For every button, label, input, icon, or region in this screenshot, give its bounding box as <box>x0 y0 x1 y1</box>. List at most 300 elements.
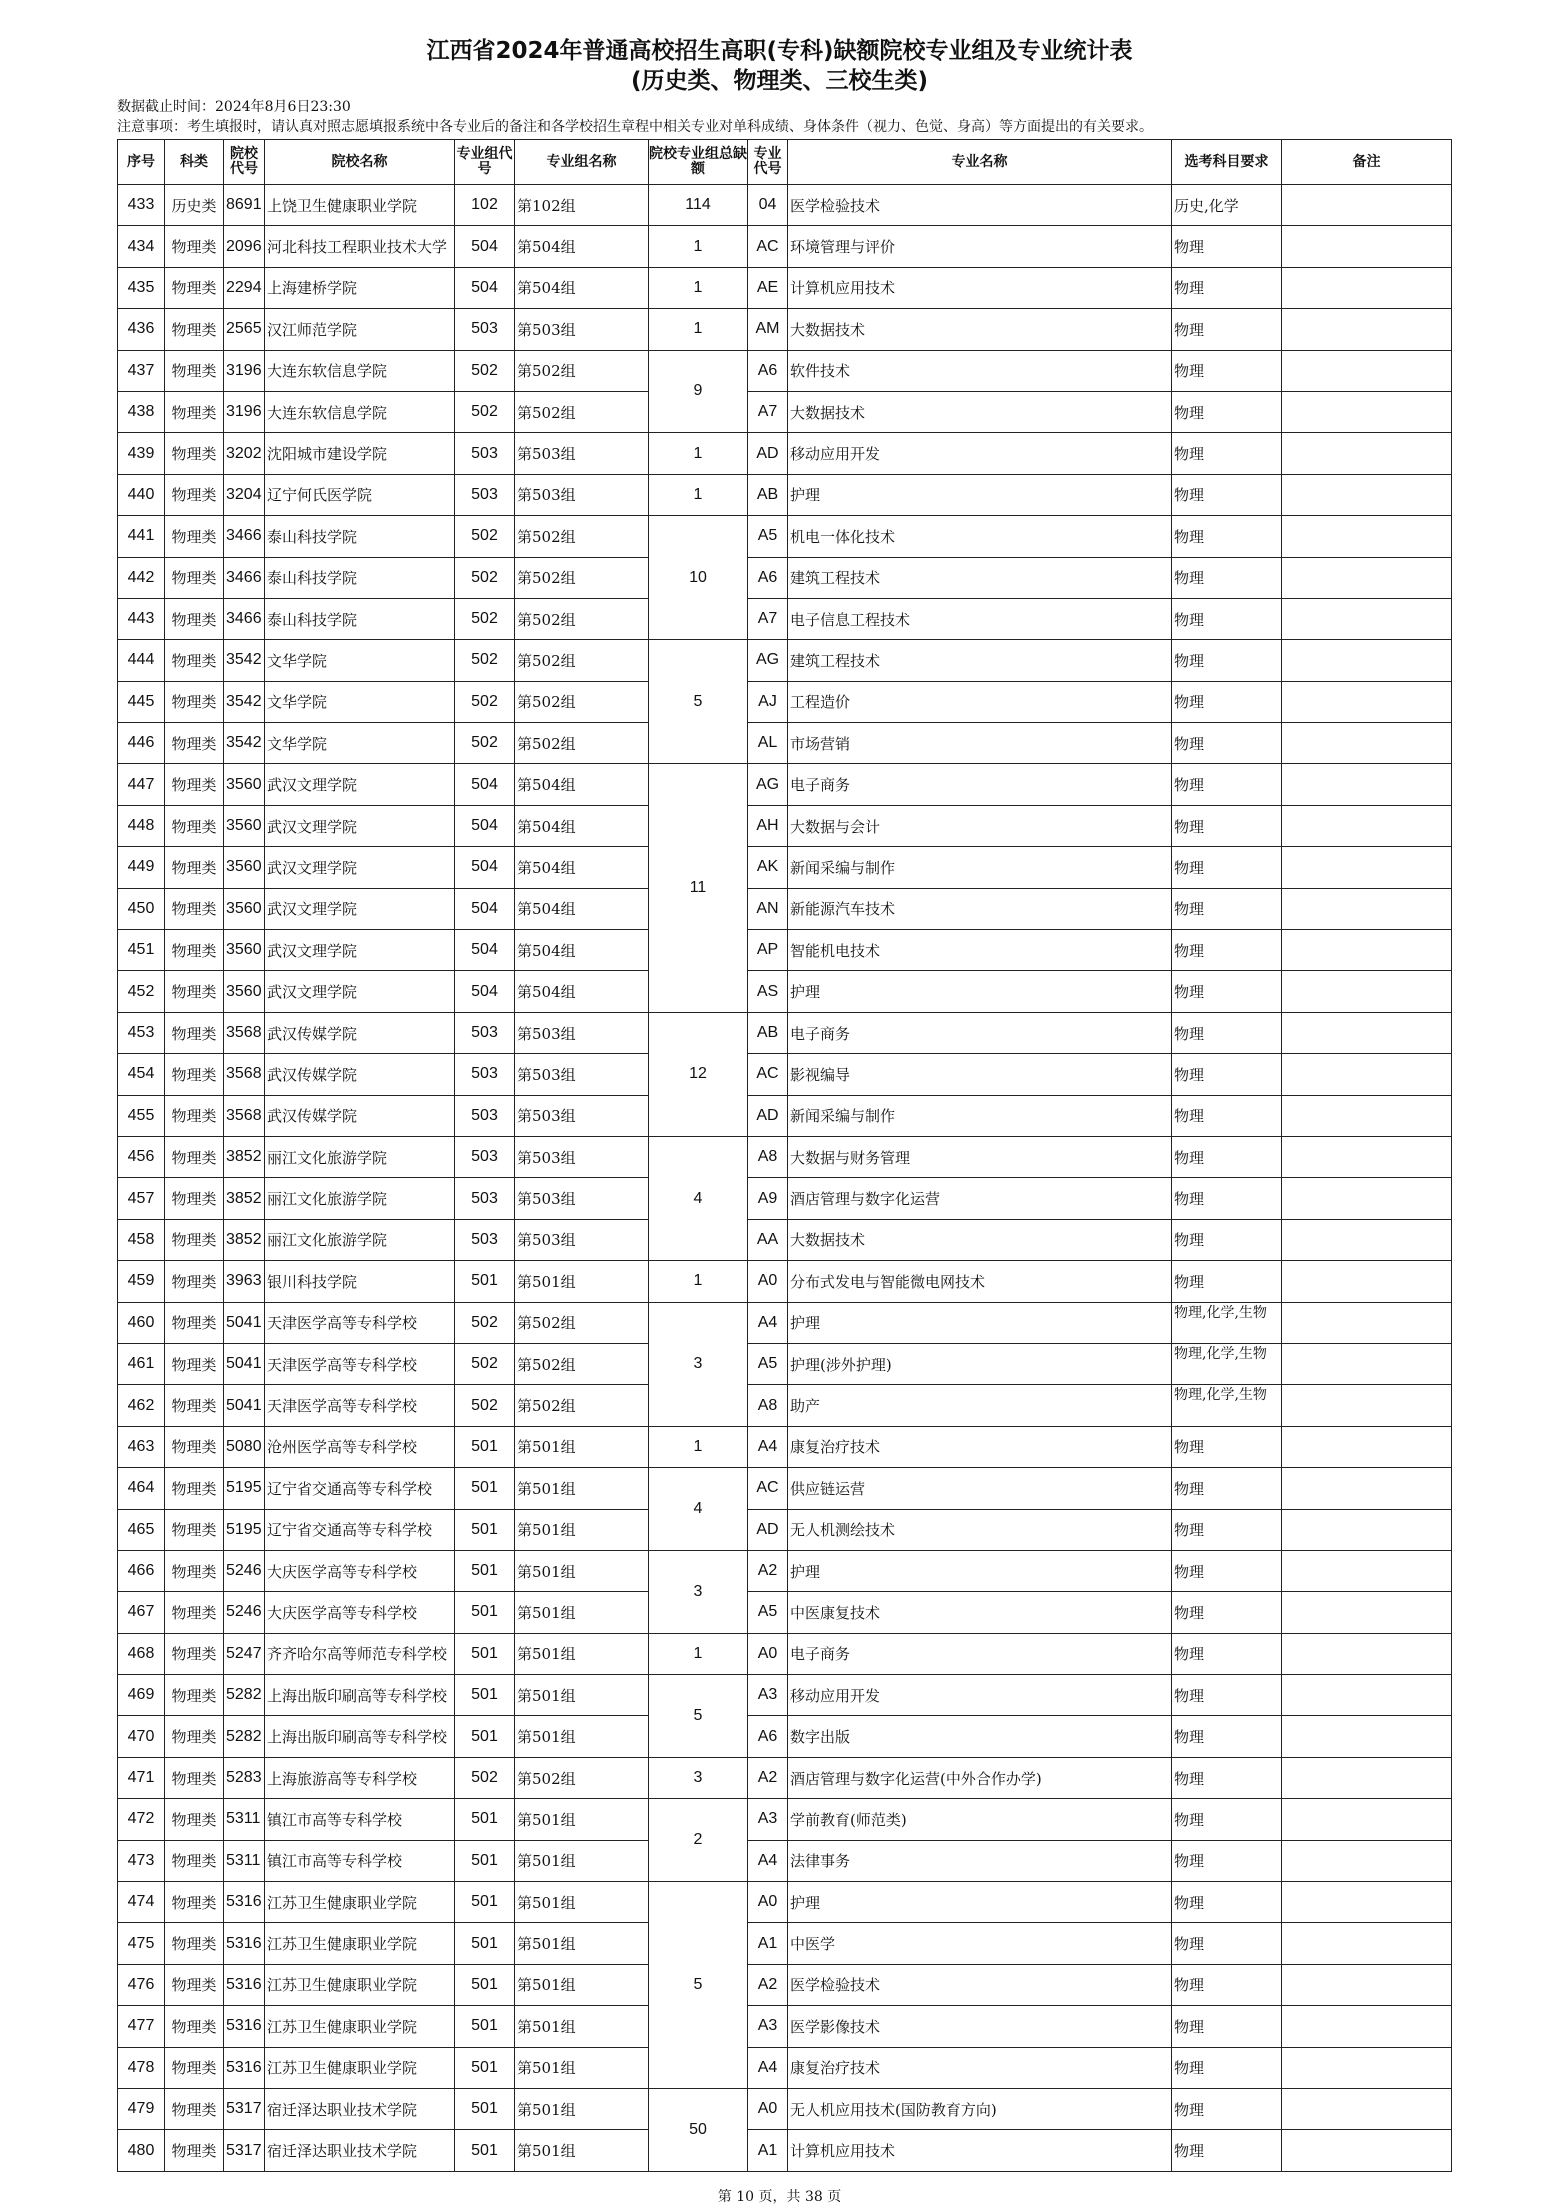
school-code-cell: 5316 <box>224 1882 265 1923</box>
group-code-cell: 504 <box>455 971 515 1012</box>
category-cell: 物理类 <box>165 267 224 308</box>
major-name-cell: 大数据与财务管理 <box>788 1136 1172 1177</box>
remark-cell <box>1282 391 1452 432</box>
subject-req-cell: 物理 <box>1172 1054 1282 1095</box>
total-vacancy-cell: 10 <box>649 516 748 640</box>
table-row <box>118 1012 1452 1053</box>
seq-cell: 444 <box>118 640 165 681</box>
school-code-cell: 5041 <box>224 1302 265 1343</box>
subject-req-cell: 物理 <box>1172 1219 1282 1260</box>
seq-cell: 464 <box>118 1468 165 1509</box>
subject-req-cell: 物理 <box>1172 1882 1282 1923</box>
table-row <box>118 391 1452 432</box>
school-code-cell: 3466 <box>224 598 265 639</box>
remark-cell <box>1282 764 1452 805</box>
table-row <box>118 350 1452 391</box>
group-code-cell: 504 <box>455 930 515 971</box>
total-vacancy-cell: 1 <box>649 226 748 267</box>
table-row <box>118 557 1452 598</box>
table-row <box>118 2006 1452 2047</box>
group-name-cell: 第501组 <box>515 2130 649 2171</box>
school-name-cell: 宿迁泽达职业技术学院 <box>265 2130 455 2171</box>
major-code-cell: A5 <box>748 1343 788 1384</box>
group-code-cell: 502 <box>455 1302 515 1343</box>
category-cell: 物理类 <box>165 1261 224 1302</box>
category-cell: 物理类 <box>165 1178 224 1219</box>
category-cell: 物理类 <box>165 1675 224 1716</box>
subject-req-cell: 物理 <box>1172 598 1282 639</box>
category-cell: 物理类 <box>165 1343 224 1384</box>
school-code-cell: 5311 <box>224 1799 265 1840</box>
major-code-cell: AM <box>748 309 788 350</box>
school-code-cell: 3568 <box>224 1012 265 1053</box>
school-code-cell: 5282 <box>224 1675 265 1716</box>
major-name-cell: 护理 <box>788 1882 1172 1923</box>
school-code-cell: 3560 <box>224 847 265 888</box>
seq-cell: 435 <box>118 267 165 308</box>
category-cell: 物理类 <box>165 1757 224 1798</box>
major-code-cell: AK <box>748 847 788 888</box>
category-cell: 物理类 <box>165 1136 224 1177</box>
group-code-cell: 501 <box>455 2047 515 2088</box>
table-row <box>118 723 1452 764</box>
group-code-cell: 504 <box>455 805 515 846</box>
group-name-cell: 第502组 <box>515 723 649 764</box>
table-row <box>118 1840 1452 1881</box>
major-code-cell: A8 <box>748 1136 788 1177</box>
school-code-cell: 3542 <box>224 681 265 722</box>
subject-req-cell: 物理 <box>1172 226 1282 267</box>
major-code-cell: AD <box>748 1095 788 1136</box>
table-row <box>118 1468 1452 1509</box>
table-row <box>118 930 1452 971</box>
remark-cell <box>1282 723 1452 764</box>
table-body <box>118 185 1452 2172</box>
header-seq: 序号 <box>118 140 165 185</box>
subject-req-cell: 物理 <box>1172 1012 1282 1053</box>
table-row <box>118 1095 1452 1136</box>
header-subject-req: 选考科目要求 <box>1172 140 1282 185</box>
remark-cell <box>1282 1964 1452 2005</box>
remark-cell <box>1282 1882 1452 1923</box>
major-name-cell: 学前教育(师范类) <box>788 1799 1172 1840</box>
seq-cell: 461 <box>118 1343 165 1384</box>
seq-cell: 477 <box>118 2006 165 2047</box>
seq-cell: 436 <box>118 309 165 350</box>
major-name-cell: 无人机测绘技术 <box>788 1509 1172 1550</box>
group-code-cell: 502 <box>455 557 515 598</box>
table-row <box>118 1261 1452 1302</box>
table-row <box>118 971 1452 1012</box>
category-cell: 物理类 <box>165 433 224 474</box>
group-code-cell: 502 <box>455 1757 515 1798</box>
subject-req-cell: 物理 <box>1172 350 1282 391</box>
school-name-cell: 大庆医学高等专科学校 <box>265 1592 455 1633</box>
category-cell: 物理类 <box>165 391 224 432</box>
table-row <box>118 888 1452 929</box>
group-name-cell: 第503组 <box>515 1178 649 1219</box>
school-code-cell: 5316 <box>224 1964 265 2005</box>
major-code-cell: AG <box>748 764 788 805</box>
remark-cell <box>1282 1302 1452 1343</box>
school-name-cell: 齐齐哈尔高等师范专科学校 <box>265 1633 455 1674</box>
group-code-cell: 501 <box>455 1799 515 1840</box>
group-code-cell: 501 <box>455 1633 515 1674</box>
table-row <box>118 1509 1452 1550</box>
seq-cell: 449 <box>118 847 165 888</box>
remark-cell <box>1282 2088 1452 2129</box>
header-school-name: 院校名称 <box>265 140 455 185</box>
group-code-cell: 502 <box>455 1343 515 1384</box>
school-code-cell: 3542 <box>224 723 265 764</box>
remark-cell <box>1282 1550 1452 1591</box>
table-header-row <box>118 140 1452 185</box>
subject-req-cell: 物理 <box>1172 1592 1282 1633</box>
school-code-cell: 5041 <box>224 1385 265 1426</box>
seq-cell: 478 <box>118 2047 165 2088</box>
group-code-cell: 503 <box>455 1012 515 1053</box>
group-code-cell: 502 <box>455 1385 515 1426</box>
header-group-name: 专业组名称 <box>515 140 649 185</box>
group-code-cell: 503 <box>455 1136 515 1177</box>
major-code-cell: AA <box>748 1219 788 1260</box>
major-name-cell: 中医康复技术 <box>788 1592 1172 1633</box>
school-code-cell: 5283 <box>224 1757 265 1798</box>
remark-cell <box>1282 474 1452 515</box>
total-vacancy-cell: 1 <box>649 267 748 308</box>
seq-cell: 465 <box>118 1509 165 1550</box>
subject-req-cell: 物理,化学,生物 <box>1172 1302 1282 1343</box>
major-name-cell: 市场营销 <box>788 723 1172 764</box>
group-name-cell: 第504组 <box>515 805 649 846</box>
remark-cell <box>1282 1343 1452 1384</box>
seq-cell: 438 <box>118 391 165 432</box>
seq-cell: 462 <box>118 1385 165 1426</box>
seq-cell: 471 <box>118 1757 165 1798</box>
major-name-cell: 护理 <box>788 1550 1172 1591</box>
group-code-cell: 502 <box>455 598 515 639</box>
table-row <box>118 1178 1452 1219</box>
major-code-cell: A0 <box>748 2088 788 2129</box>
major-name-cell: 大数据技术 <box>788 309 1172 350</box>
major-name-cell: 医学检验技术 <box>788 1964 1172 2005</box>
school-name-cell: 天津医学高等专科学校 <box>265 1385 455 1426</box>
major-code-cell: AC <box>748 1054 788 1095</box>
major-name-cell: 酒店管理与数字化运营(中外合作办学) <box>788 1757 1172 1798</box>
table-row <box>118 1964 1452 2005</box>
school-code-cell: 3202 <box>224 433 265 474</box>
major-code-cell: A0 <box>748 1633 788 1674</box>
major-code-cell: A8 <box>748 1385 788 1426</box>
subject-req-cell: 物理 <box>1172 1840 1282 1881</box>
total-vacancy-cell: 5 <box>649 1882 748 2089</box>
school-name-cell: 文华学院 <box>265 681 455 722</box>
seq-cell: 460 <box>118 1302 165 1343</box>
school-name-cell: 宿迁泽达职业技术学院 <box>265 2088 455 2129</box>
group-code-cell: 501 <box>455 1592 515 1633</box>
group-code-cell: 502 <box>455 350 515 391</box>
category-cell: 物理类 <box>165 474 224 515</box>
school-code-cell: 5195 <box>224 1509 265 1550</box>
group-code-cell: 502 <box>455 391 515 432</box>
school-code-cell: 3568 <box>224 1095 265 1136</box>
seq-cell: 446 <box>118 723 165 764</box>
remark-cell <box>1282 1716 1452 1757</box>
school-name-cell: 沧州医学高等专科学校 <box>265 1426 455 1467</box>
table-row <box>118 1426 1452 1467</box>
vacancy-table <box>117 139 1452 2172</box>
remark-cell <box>1282 1054 1452 1095</box>
table-row <box>118 2047 1452 2088</box>
seq-cell: 480 <box>118 2130 165 2171</box>
group-name-cell: 第501组 <box>515 1675 649 1716</box>
group-name-cell: 第502组 <box>515 350 649 391</box>
school-name-cell: 上海旅游高等专科学校 <box>265 1757 455 1798</box>
school-code-cell: 5316 <box>224 1923 265 1964</box>
school-name-cell: 泰山科技学院 <box>265 598 455 639</box>
header-total-vacancy: 院校专业组总缺额 <box>649 140 748 185</box>
group-name-cell: 第504组 <box>515 888 649 929</box>
category-cell: 物理类 <box>165 516 224 557</box>
school-name-cell: 辽宁省交通高等专科学校 <box>265 1509 455 1550</box>
school-name-cell: 文华学院 <box>265 723 455 764</box>
major-code-cell: AD <box>748 433 788 474</box>
major-name-cell: 助产 <box>788 1385 1172 1426</box>
table-row <box>118 598 1452 639</box>
seq-cell: 474 <box>118 1882 165 1923</box>
group-name-cell: 第502组 <box>515 516 649 557</box>
group-code-cell: 501 <box>455 1716 515 1757</box>
group-name-cell: 第501组 <box>515 2047 649 2088</box>
total-vacancy-cell: 1 <box>649 309 748 350</box>
table-row <box>118 516 1452 557</box>
group-name-cell: 第502组 <box>515 1757 649 1798</box>
school-code-cell: 3568 <box>224 1054 265 1095</box>
subject-req-cell: 物理 <box>1172 1633 1282 1674</box>
remark-cell <box>1282 267 1452 308</box>
table-row <box>118 1799 1452 1840</box>
major-name-cell: 电子信息工程技术 <box>788 598 1172 639</box>
school-name-cell: 辽宁省交通高等专科学校 <box>265 1468 455 1509</box>
category-cell: 物理类 <box>165 1923 224 1964</box>
major-code-cell: A1 <box>748 2130 788 2171</box>
category-cell: 物理类 <box>165 309 224 350</box>
major-name-cell: 数字出版 <box>788 1716 1172 1757</box>
table-row <box>118 1219 1452 1260</box>
seq-cell: 453 <box>118 1012 165 1053</box>
subject-req-cell: 物理 <box>1172 1095 1282 1136</box>
group-name-cell: 第502组 <box>515 1385 649 1426</box>
group-code-cell: 503 <box>455 1054 515 1095</box>
group-code-cell: 501 <box>455 1468 515 1509</box>
major-code-cell: AB <box>748 474 788 515</box>
group-name-cell: 第503组 <box>515 1219 649 1260</box>
group-code-cell: 503 <box>455 309 515 350</box>
group-code-cell: 504 <box>455 226 515 267</box>
remark-cell <box>1282 1592 1452 1633</box>
total-vacancy-cell: 1 <box>649 1633 748 1674</box>
major-code-cell: A3 <box>748 1675 788 1716</box>
remark-cell <box>1282 1468 1452 1509</box>
table-row <box>118 309 1452 350</box>
school-code-cell: 3560 <box>224 930 265 971</box>
remark-cell <box>1282 1136 1452 1177</box>
subject-req-cell: 物理 <box>1172 516 1282 557</box>
school-name-cell: 大连东软信息学院 <box>265 391 455 432</box>
major-name-cell: 智能机电技术 <box>788 930 1172 971</box>
group-name-cell: 第503组 <box>515 1054 649 1095</box>
total-vacancy-cell: 5 <box>649 640 748 764</box>
major-code-cell: A2 <box>748 1757 788 1798</box>
remark-cell <box>1282 1012 1452 1053</box>
major-name-cell: 无人机应用技术(国防教育方向) <box>788 2088 1172 2129</box>
school-name-cell: 上海出版印刷高等专科学校 <box>265 1716 455 1757</box>
total-vacancy-cell: 1 <box>649 474 748 515</box>
school-name-cell: 武汉文理学院 <box>265 888 455 929</box>
subject-req-cell: 物理 <box>1172 1716 1282 1757</box>
school-name-cell: 银川科技学院 <box>265 1261 455 1302</box>
remark-cell <box>1282 847 1452 888</box>
major-code-cell: AD <box>748 1509 788 1550</box>
category-cell: 物理类 <box>165 598 224 639</box>
subject-req-cell: 物理 <box>1172 2130 1282 2171</box>
major-name-cell: 分布式发电与智能微电网技术 <box>788 1261 1172 1302</box>
school-code-cell: 5246 <box>224 1592 265 1633</box>
major-code-cell: AB <box>748 1012 788 1053</box>
remark-cell <box>1282 681 1452 722</box>
seq-cell: 447 <box>118 764 165 805</box>
table-row <box>118 1675 1452 1716</box>
major-name-cell: 新能源汽车技术 <box>788 888 1172 929</box>
table-row <box>118 1550 1452 1591</box>
major-code-cell: A4 <box>748 2047 788 2088</box>
major-code-cell: A0 <box>748 1261 788 1302</box>
group-code-cell: 502 <box>455 723 515 764</box>
school-name-cell: 江苏卫生健康职业学院 <box>265 1964 455 2005</box>
category-cell: 物理类 <box>165 971 224 1012</box>
remark-cell <box>1282 557 1452 598</box>
group-name-cell: 第504组 <box>515 267 649 308</box>
group-name-cell: 第501组 <box>515 1964 649 2005</box>
major-code-cell: AP <box>748 930 788 971</box>
table-row <box>118 1302 1452 1343</box>
major-name-cell: 酒店管理与数字化运营 <box>788 1178 1172 1219</box>
subject-req-cell: 物理 <box>1172 1261 1282 1302</box>
major-name-cell: 医学检验技术 <box>788 185 1172 226</box>
major-name-cell: 供应链运营 <box>788 1468 1172 1509</box>
table-row <box>118 474 1452 515</box>
category-cell: 物理类 <box>165 805 224 846</box>
header-group-code: 专业组代号 <box>455 140 515 185</box>
major-name-cell: 机电一体化技术 <box>788 516 1172 557</box>
school-code-cell: 3560 <box>224 805 265 846</box>
major-name-cell: 护理 <box>788 474 1172 515</box>
school-code-cell: 8691 <box>224 185 265 226</box>
seq-cell: 468 <box>118 1633 165 1674</box>
total-vacancy-cell: 4 <box>649 1136 748 1260</box>
school-code-cell: 3852 <box>224 1136 265 1177</box>
school-name-cell: 辽宁何氏医学院 <box>265 474 455 515</box>
group-name-cell: 第504组 <box>515 847 649 888</box>
school-name-cell: 武汉文理学院 <box>265 847 455 888</box>
subject-req-cell: 物理 <box>1172 1468 1282 1509</box>
seq-cell: 455 <box>118 1095 165 1136</box>
major-code-cell: AS <box>748 971 788 1012</box>
school-code-cell: 5317 <box>224 2130 265 2171</box>
category-cell: 物理类 <box>165 1095 224 1136</box>
seq-cell: 440 <box>118 474 165 515</box>
group-name-cell: 第501组 <box>515 1882 649 1923</box>
seq-cell: 467 <box>118 1592 165 1633</box>
table-row <box>118 2130 1452 2171</box>
subject-req-cell: 物理 <box>1172 847 1282 888</box>
category-cell: 物理类 <box>165 1840 224 1881</box>
major-name-cell: 大数据技术 <box>788 391 1172 432</box>
major-code-cell: A6 <box>748 1716 788 1757</box>
major-name-cell: 软件技术 <box>788 350 1172 391</box>
group-name-cell: 第502组 <box>515 681 649 722</box>
major-code-cell: AG <box>748 640 788 681</box>
major-name-cell: 移动应用开发 <box>788 433 1172 474</box>
subject-req-cell: 物理 <box>1172 2006 1282 2047</box>
header-major-name: 专业名称 <box>788 140 1172 185</box>
remark-cell <box>1282 888 1452 929</box>
total-vacancy-cell: 4 <box>649 1468 748 1551</box>
table-row <box>118 764 1452 805</box>
subject-req-cell: 物理 <box>1172 1178 1282 1219</box>
table-row <box>118 1633 1452 1674</box>
school-name-cell: 上海出版印刷高等专科学校 <box>265 1675 455 1716</box>
major-name-cell: 电子商务 <box>788 764 1172 805</box>
remark-cell <box>1282 2047 1452 2088</box>
subject-req-cell: 物理 <box>1172 971 1282 1012</box>
seq-cell: 437 <box>118 350 165 391</box>
school-code-cell: 3196 <box>224 391 265 432</box>
page-title: 江西省2024年普通高校招生高职(专科)缺额院校专业组及专业统计表 <box>426 38 1133 64</box>
category-cell: 物理类 <box>165 681 224 722</box>
major-name-cell: 计算机应用技术 <box>788 267 1172 308</box>
group-name-cell: 第502组 <box>515 598 649 639</box>
school-code-cell: 3466 <box>224 557 265 598</box>
total-vacancy-cell: 12 <box>649 1012 748 1136</box>
group-name-cell: 第503组 <box>515 1095 649 1136</box>
total-vacancy-cell: 3 <box>649 1550 748 1633</box>
subject-req-cell: 物理 <box>1172 2047 1282 2088</box>
category-cell: 物理类 <box>165 1054 224 1095</box>
seq-cell: 459 <box>118 1261 165 1302</box>
subject-req-cell: 物理 <box>1172 723 1282 764</box>
table-row <box>118 1882 1452 1923</box>
school-code-cell: 3852 <box>224 1178 265 1219</box>
major-code-cell: AC <box>748 226 788 267</box>
category-cell: 物理类 <box>165 1882 224 1923</box>
table-row <box>118 267 1452 308</box>
school-code-cell: 2096 <box>224 226 265 267</box>
subject-req-cell: 历史,化学 <box>1172 185 1282 226</box>
subject-req-cell: 物理 <box>1172 1964 1282 2005</box>
school-name-cell: 江苏卫生健康职业学院 <box>265 1923 455 1964</box>
school-code-cell: 3560 <box>224 764 265 805</box>
remark-cell <box>1282 1840 1452 1881</box>
school-name-cell: 镇江市高等专科学校 <box>265 1840 455 1881</box>
table-row <box>118 1716 1452 1757</box>
subject-req-cell: 物理,化学,生物 <box>1172 1385 1282 1426</box>
remark-cell <box>1282 516 1452 557</box>
group-code-cell: 503 <box>455 1178 515 1219</box>
school-name-cell: 江苏卫生健康职业学院 <box>265 2006 455 2047</box>
school-name-cell: 河北科技工程职业技术大学 <box>265 226 455 267</box>
category-cell: 物理类 <box>165 764 224 805</box>
